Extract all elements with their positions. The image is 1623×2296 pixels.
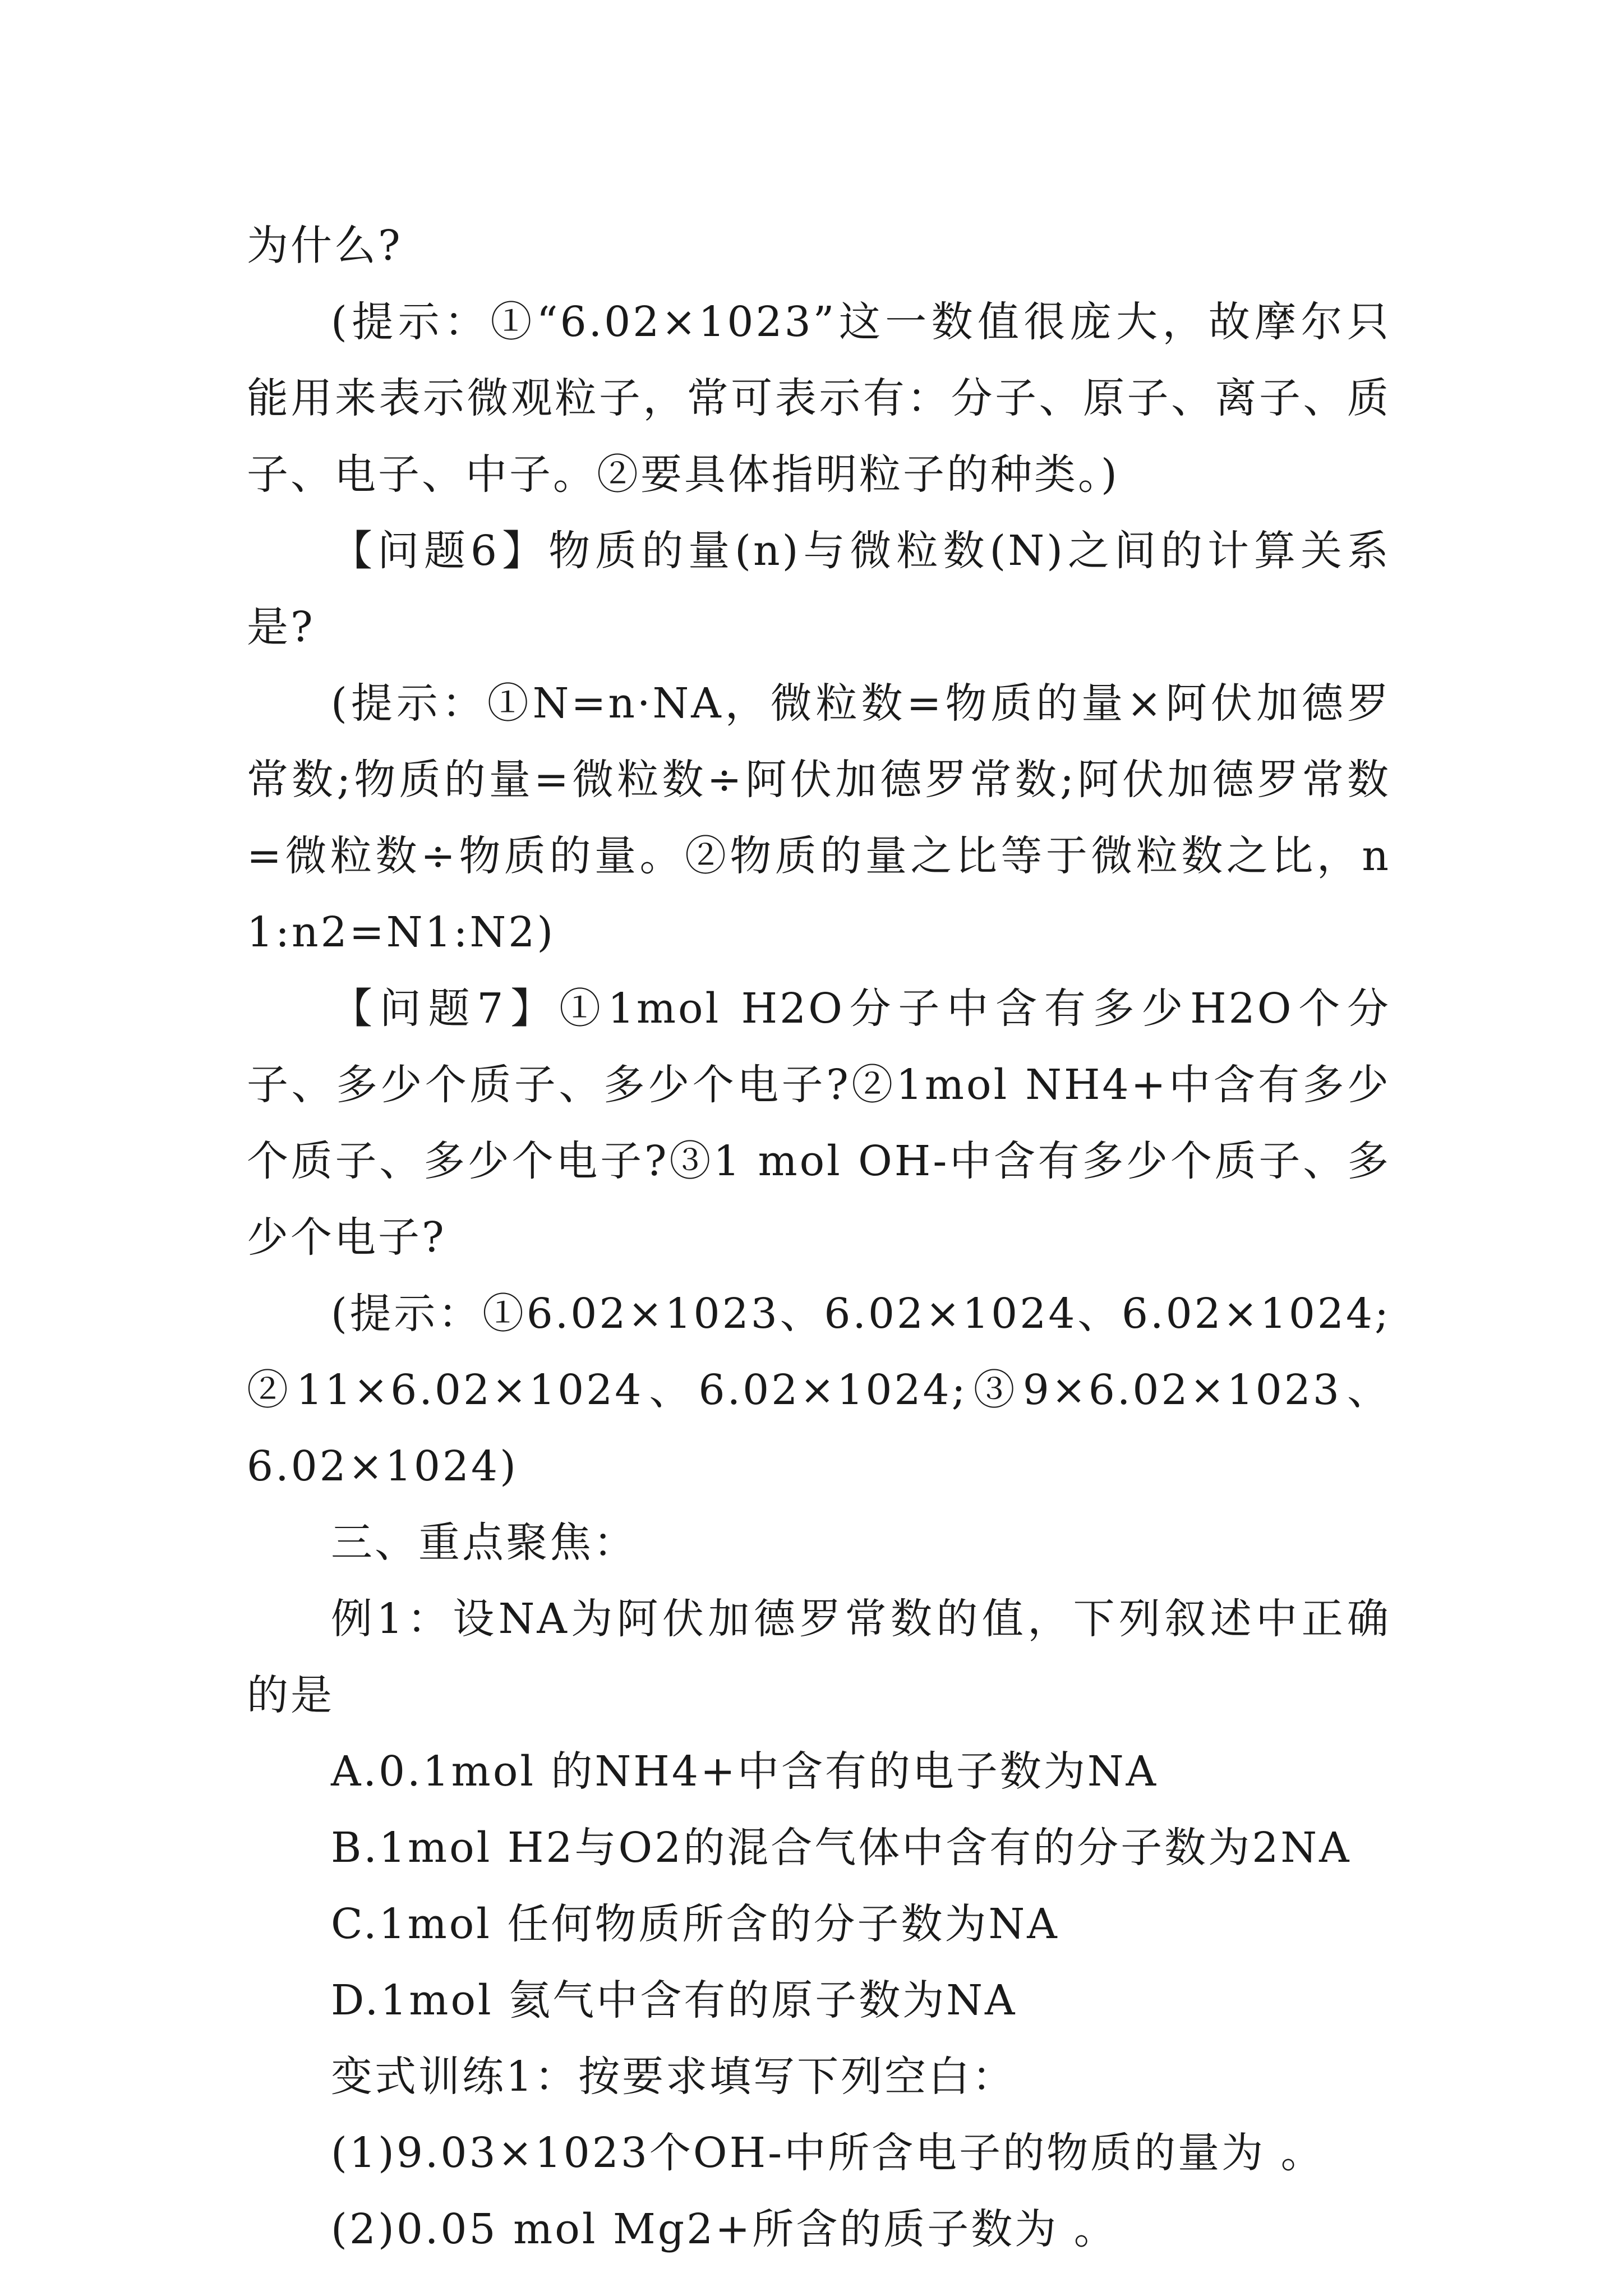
exercise-item-2: (2)0.05 mol Mg2+所含的质子数为 。 — [331, 2205, 1118, 2253]
paragraph-why: 为什么? — [247, 222, 403, 270]
paragraph-hint-formula: (提示：①N=n·NA，微粒数=物质的量×阿伏加德罗常数;物质的量=微粒数÷阿伏加德罗常数;阿伏加德罗常数=微粒数÷物质的量。②物质的量之比等于微粒数之比，n1:n2=N1:N2) — [247, 679, 1391, 956]
option-c: C.1mol 任何物质所含的分子数为NA — [331, 1900, 1059, 1948]
option-b: B.1mol H2与O2的混合气体中含有的分子数为2NA — [331, 1824, 1352, 1872]
option-a: A.0.1mol 的NH4+中含有的电子数为NA — [331, 1747, 1159, 1796]
paragraph-question-6: 【问题6】物质的量(n)与微粒数(N)之间的计算关系是? — [247, 527, 1391, 651]
exercise-item-1: (1)9.03×1023个OH-中所含电子的物质的量为 。 — [331, 2129, 1325, 2177]
exercise-title: 变式训练1：按要求填写下列空白： — [331, 2053, 1016, 2101]
option-d: D.1mol 氦气中含有的原子数为NA — [331, 1976, 1017, 2024]
paragraph-question-7: 【问题7】①1mol H2O分子中含有多少H2O个分子、多少个质子、多少个电子?②1mol NH4+中含有多少个质子、多少个电子?③1 mol OH-中含有多少个质子、多少个电子? — [247, 984, 1391, 1262]
document-body — [247, 208, 1391, 2267]
paragraph-hint-answers: (提示：①6.02×1023、6.02×1024、6.02×1024;②11×6.02×1024、6.02×1024;③9×6.02×1023、6.02×1024) — [247, 1290, 1391, 1490]
paragraph-example-1: 例1：设NA为阿伏加德罗常数的值，下列叙述中正确的是 — [247, 1595, 1391, 1719]
paragraph-hint-mole: (提示：①“6.02×1023”这一数值很庞大，故摩尔只能用来表示微观粒子，常可表示有：分子、原子、离子、质子、电子、中子。②要具体指明粒子的种类。) — [247, 298, 1391, 499]
section-heading-focus: 三、重点聚焦： — [331, 1519, 637, 1567]
